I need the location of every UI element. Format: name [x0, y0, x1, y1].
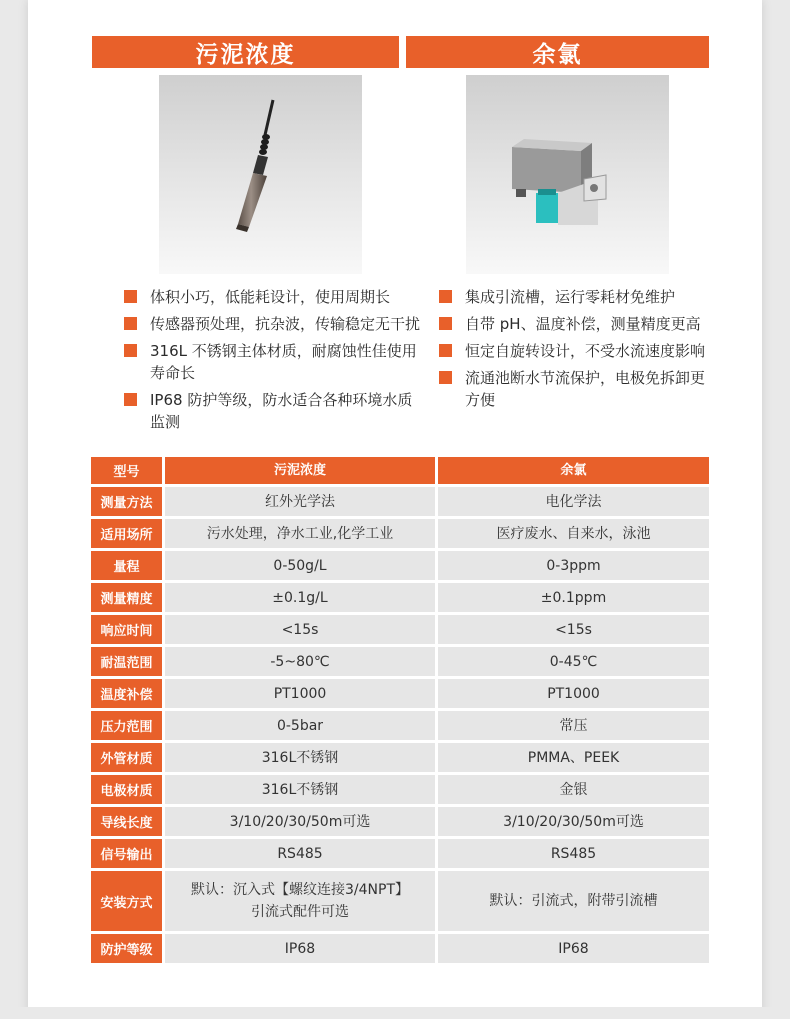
table-row [91, 775, 709, 804]
table-row [91, 519, 709, 548]
row-value-left: ±0.1g/L [165, 583, 435, 612]
row-label: 安装方式 [91, 871, 162, 931]
table-row [91, 934, 709, 963]
row-label: 适用场所 [91, 519, 162, 548]
row-value-left: <15s [165, 615, 435, 644]
row-value-left: 316L不锈钢 [165, 743, 435, 772]
row-label: 电极材质 [91, 775, 162, 804]
table-row [91, 551, 709, 580]
table-row [91, 711, 709, 740]
left-feature-list [124, 286, 424, 438]
row-value-left: PT1000 [165, 679, 435, 708]
table-row [91, 839, 709, 868]
row-value-right: 0-45℃ [438, 647, 709, 676]
flow-cell-icon [466, 75, 669, 274]
feature-item: 体积小巧，低能耗设计，使用周期长 [124, 286, 424, 308]
bullet-square-icon [124, 290, 137, 303]
right-feature-list [439, 286, 711, 416]
feature-item: 316L 不锈钢主体材质，耐腐蚀性佳使用寿命长 [124, 340, 424, 384]
row-value-right: <15s [438, 615, 709, 644]
row-value-right: 常压 [438, 711, 709, 740]
row-label: 测量方法 [91, 487, 162, 516]
row-label: 测量精度 [91, 583, 162, 612]
row-label: 响应时间 [91, 615, 162, 644]
table-row [91, 647, 709, 676]
table-header-row [91, 457, 709, 484]
bullet-square-icon [439, 371, 452, 384]
bullet-square-icon [124, 317, 137, 330]
row-value-left: 污水处理，净水工业,化学工业 [165, 519, 435, 548]
row-label: 耐温范围 [91, 647, 162, 676]
row-value-left: 3/10/20/30/50m可选 [165, 807, 435, 836]
bottom-margin [0, 1007, 790, 1019]
row-value-right: RS485 [438, 839, 709, 868]
bullet-square-icon [124, 344, 137, 357]
row-label: 外管材质 [91, 743, 162, 772]
row-value-right: PMMA、PEEK [438, 743, 709, 772]
sludge-probe-icon [159, 75, 362, 274]
feature-item: 自带 pH、温度补偿，测量精度更高 [439, 313, 711, 335]
row-value-left: 0-5bar [165, 711, 435, 740]
row-label: 导线长度 [91, 807, 162, 836]
table-row [91, 807, 709, 836]
row-value-right: 默认：引流式，附带引流槽 [438, 871, 709, 931]
feature-item: 集成引流槽，运行零耗材免维护 [439, 286, 711, 308]
table-row [91, 871, 709, 931]
feature-item: 传感器预处理，抗杂波，传输稳定无干扰 [124, 313, 424, 335]
row-value-right: 医疗废水、自来水，泳池 [438, 519, 709, 548]
chlorine-sensor-photo [466, 75, 669, 274]
sludge-sensor-photo [159, 75, 362, 274]
table-row [91, 679, 709, 708]
table-row [91, 487, 709, 516]
row-value-right: IP68 [438, 934, 709, 963]
row-value-left: IP68 [165, 934, 435, 963]
bullet-square-icon [439, 344, 452, 357]
row-value-right: ±0.1ppm [438, 583, 709, 612]
row-label: 温度补偿 [91, 679, 162, 708]
feature-item: 流通池断水节流保护，电极免拆卸更方便 [439, 367, 711, 411]
header-left: 污泥浓度 [165, 457, 435, 484]
bullet-square-icon [439, 290, 452, 303]
table-row [91, 615, 709, 644]
row-value-left: 默认：沉入式【螺纹连接3/4NPT】 引流式配件可选 [165, 871, 435, 931]
table-row [91, 583, 709, 612]
table-row [91, 743, 709, 772]
row-label: 量程 [91, 551, 162, 580]
header-label: 型号 [91, 457, 162, 484]
row-value-right: 3/10/20/30/50m可选 [438, 807, 709, 836]
row-value-right: 金银 [438, 775, 709, 804]
right-column-title: 余氯 [406, 36, 709, 68]
row-value-right: PT1000 [438, 679, 709, 708]
row-value-left: 0-50g/L [165, 551, 435, 580]
bullet-square-icon [124, 393, 137, 406]
header-right: 余氯 [438, 457, 709, 484]
row-value-left: 红外光学法 [165, 487, 435, 516]
feature-item: IP68 防护等级，防水适合各种环境水质监测 [124, 389, 424, 433]
feature-item: 恒定自旋转设计，不受水流速度影响 [439, 340, 711, 362]
row-value-left: 316L不锈钢 [165, 775, 435, 804]
row-value-left: RS485 [165, 839, 435, 868]
row-value-left: -5~80℃ [165, 647, 435, 676]
row-label: 压力范围 [91, 711, 162, 740]
spec-table [91, 457, 709, 966]
row-label: 信号输出 [91, 839, 162, 868]
row-label: 防护等级 [91, 934, 162, 963]
row-value-right: 0-3ppm [438, 551, 709, 580]
bullet-square-icon [439, 317, 452, 330]
row-value-right: 电化学法 [438, 487, 709, 516]
left-column-title: 污泥浓度 [92, 36, 399, 68]
